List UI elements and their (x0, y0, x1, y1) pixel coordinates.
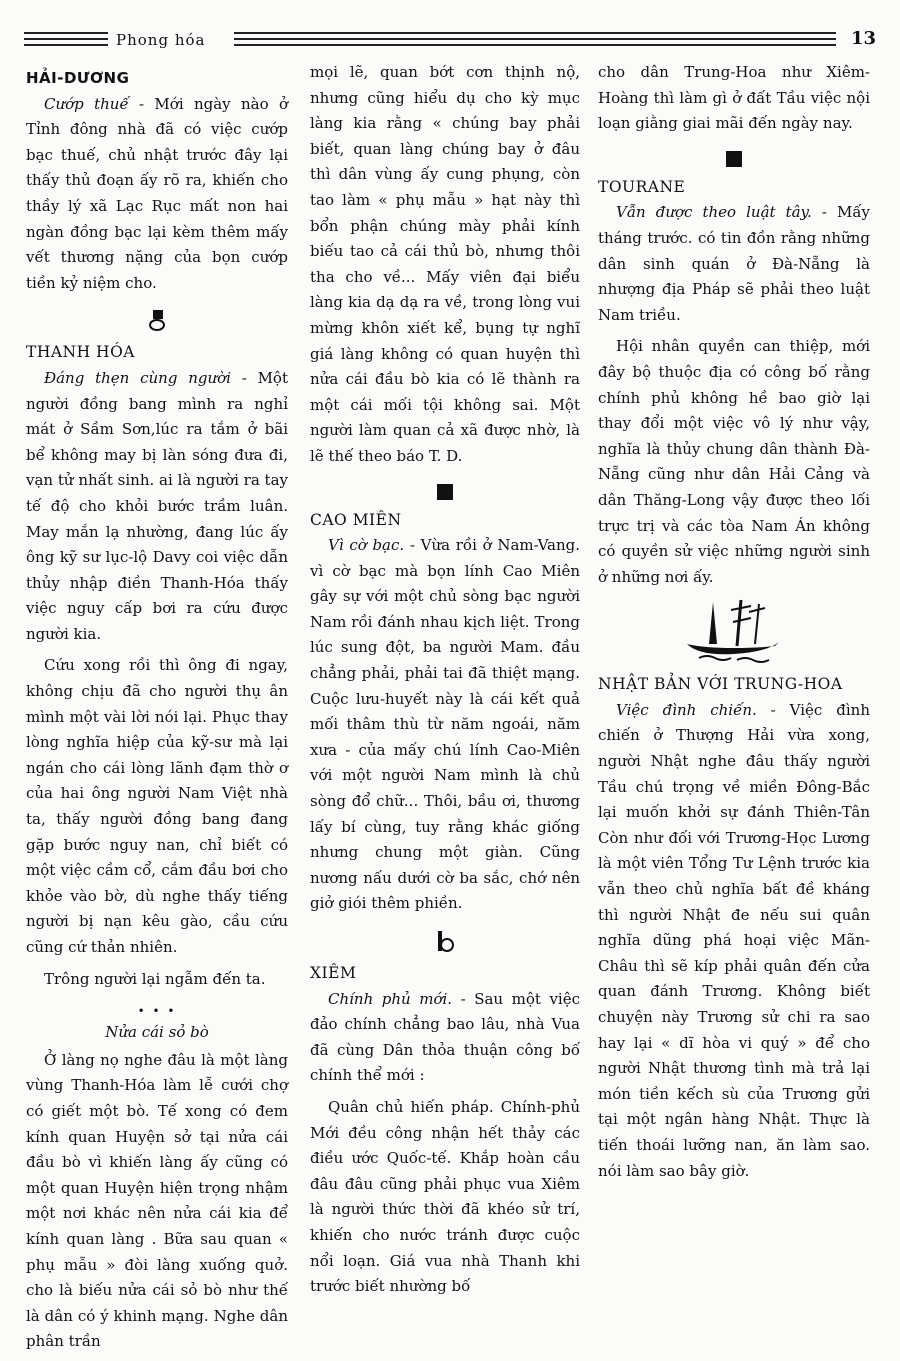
article-continuation: cho dân Trung-Hoa như Xiêm-Hoàng thì làm gì ở đất Tầu việc nội loạn giằng giai mãi đến ngày nay. (598, 63, 870, 133)
column-2 (310, 60, 580, 1306)
article-kicker: Chính phủ mới. (328, 989, 453, 1008)
section-title-cao-mien: CAO MIÊN (310, 510, 402, 529)
article-text: - Mới ngày nào ở Tỉnh đông nhà đã có việc cướp bạc thuế, chủ nhật trước đây lại thấy thủ đoạn ấy rõ ra, khiến cho thầy lý xã Lạc Rục mất non hai ngàn đồng bạc lại kèm thêm mấy vết thương nặng của bọn cướp tiền kỷ niệm cho. (26, 94, 288, 292)
publication-title: Phong hóa (116, 31, 206, 49)
section-title-thanh-hoa: THANH HÓA (26, 343, 135, 362)
column-3 (598, 60, 870, 1190)
subsection-title-nua-cai-so-bo: Nửa cái sỏ bò (105, 1023, 209, 1042)
section-ornament (598, 151, 870, 167)
section-title-tourane: TOURANE (598, 177, 686, 196)
section-title-nhat-ban-voi-trung-hoa: NHẬT BẢN VỚI TRUNG-HOA (598, 675, 843, 694)
article-text: - Sau một việc đảo chính chẳng bao lâu, nhà Vua đã cùng Dân thỏa thuận công bố chính thể mới : (310, 989, 580, 1085)
article-kicker: Đáng thẹn cùng người (44, 368, 231, 387)
section-ornament (26, 310, 288, 332)
article-hai-duong (26, 92, 288, 297)
article-kicker: Vì cờ bạc. (328, 536, 405, 555)
article-nua-cai-so-bo: Ở làng nọ nghe đâu là một làng vùng Thanh-Hóa làm lễ cưới chợ có giết một bò. Tế xong có đem kính quan Huyện sở tại nửa cái đầu bò vì khiến làng ấy cũng có một quan Huyện hiện trọng nhậm một nơi khác nên nửa cái kia để kính quan làng . Bữa sau quan « phụ mẫu » đòi làng xuống quở. cho là biếu nửa cái sỏ bò như thế là dân có ý khinh mạng. Nghe dân phân trần (26, 1050, 288, 1351)
header-rule-right (234, 32, 836, 48)
junk-boat-icon (679, 596, 789, 666)
article-continuation: mọi lẽ, quan bớt cơn thịnh nộ, nhưng cũng hiểu dụ cho kỳ mục làng kia rằng « chúng bay phải biết, quan làng chúng bay ở đâu thì dân vùng ấy cung phụng, còn tao làm « phụ mẫu » hạt này thì bổn phận chúng mày phải kính biếu tao cả cái thủ bò, nhưng thôi tha cho về... Mấy viên đại biểu làng kia dạ dạ ra về, trong lòng vui mừng khôn xiết kể, bụng tự nghĩ giá làng không có quan huyện thì nửa cái đầu bò kia có lẽ thành ra một cái mối tội không sai. Một người làm quan cả xã được nhờ, là lẽ thế theo báo T. D. (310, 63, 580, 465)
article-thanh-hoa-p3: Trông người lại ngẫm đến ta. (44, 969, 266, 988)
article-xiem-p2: Quân chủ hiến pháp. Chính-phủ Mới đều công nhận hết thảy các điều ước Quốc-tế. Khắp hoàn cầu đâu đâu cũng phải phục vua Xiêm là người thức thời đã khéo sử trí, khiến cho nước tránh được cuộc nổi loạn. Giá vua nhà Thanh khi trước biết nhường bố (310, 1097, 580, 1296)
article-kicker: Việc đình chiến. (616, 700, 757, 719)
cup-ornament-icon (436, 931, 454, 953)
junk-boat-illustration (598, 596, 870, 666)
article-cao-mien (310, 533, 580, 917)
article-kicker: Vẫn được theo luật tây. (616, 203, 812, 222)
cup-ornament-icon (148, 310, 166, 332)
article-text: - Việc đình chiến ở Thượng Hải vừa xong, người Nhật nghe đâu thấy người Tầu chú trọng về miền Đông-Bắc lại muốn khởi sự đánh Thiên-Tân Còn như đối với Trương-Học Lương là một viên Tổng Tư Lệnh trước kia vẫn theo chủ nghĩa bất đề kháng thì người Nhật đe nếu sui quân nghĩa dũng phá hoại việc Mãn-Châu thì sẽ kíp phải quân đến cửa quan đánh Trương. Không biết chuyện này Trương sử chi ra sao hay lại « dĩ hòa vi quý » để cho người Nhật thương tình mà trả lại món tiền kếch sù của Trương gửi tại một ngân hàng Nhật. Thực là tiến thoái lưỡng nan, ăn làm sao. nói làm sao bây giờ. (598, 700, 870, 1180)
article-text: - Vừa rồi ở Nam-Vang. vì cờ bạc mà bọn lính Cao Miên gây sự với một chủ sòng bạc người Nam rồi đánh nhau kịch liệt. Trong lúc sung đột, ba người Mam. đầu chẳng phải, phải tai đã thiệt mạng. Cuộc lưu-huyết này là cái kết quả mối thâm thù từ năm ngoái, năm xưa - của mấy chú lính Cao-Miên với một người Nam mình là chủ sòng đổ chữ... Thôi, bầu ơi, thương lấy bí cùng, tuy rằng khác giống nhưng chung một giàn. Cũng nương nấu dưới cờ ba sắc, chớ nên giở giói thêm phiền. (310, 536, 581, 913)
page-number: 13 (850, 28, 876, 49)
section-ornament (310, 484, 580, 500)
article-kicker: Cướp thuế (44, 94, 129, 113)
page-header (24, 24, 876, 54)
section-title-hai-duong: HẢI-DƯƠNG (26, 69, 130, 87)
column-1 (26, 60, 288, 1361)
article-text: - Một người đồng bang mình ra nghỉ mát ở Sầm Sơn,lúc ra tắm ở bãi bể không may bị làn sóng đưa đi, vạn tử nhất sinh. ai là người ra tay tế độ cho khỏi bước trầm luân. May mắn lạ nhường, đang lúc ấy ông kỹ sư lục-lộ Davy coi việc dẫn thủy nhập điền Thanh-Hóa thấy việc nguy cấp bơi ra cứu được người kia. (26, 368, 288, 643)
article-tourane-p2: Hội nhân quyền can thiệp, mới đây bộ thuộc địa có công bố rằng chính phủ không hề bao giờ lại thay đổi một việc vô lý như vậy, nghĩa là thủy chung dân thành Đà-Nẵng cũng như dân Hải Cảng và dân Thăng-Long vậy được theo lối trực trị và các tòa Nam Án không có quyền sử việc những người sinh ở những nơi ấy. (598, 337, 870, 586)
article-thanh-hoa-p1 (26, 366, 288, 648)
header-rule-left (24, 32, 108, 48)
square-ornament-icon (726, 151, 742, 167)
stars-separator: • • • (137, 1004, 177, 1019)
article-tourane-p1 (598, 200, 870, 328)
article-xiem-p1 (310, 987, 580, 1089)
square-ornament-icon (437, 484, 453, 500)
section-ornament (310, 931, 580, 953)
section-title-xiem: XIÊM (310, 964, 357, 982)
article-thanh-hoa-p2: Cứu xong rồi thì ông đi ngay, không chịu đã cho người thụ ân mình một vài lời nói lại. Phục thay lòng nghĩa hiệp của kỹ-sư mà lại ngán cho cái lòng lãnh đạm thờ ơ của hai ông người Nam Việt nhà ta, thấy người đồng bang đang gặp bước nguy nan, chỉ biết có một việc cầm cổ, cắm đầu bơi cho khỏe vào bờ, dù nghe thấy tiếng người bị nạn kêu gào, cầu cứu cũng cứ thản nhiên. (26, 656, 288, 956)
article-nhat-ban-voi-trung-hoa (598, 698, 870, 1184)
article-text: - Mấy tháng trước. có tin đồn rằng những dân sinh quán ở Đà-Nẵng là nhượng địa Pháp sẽ phải theo luật Nam triều. (598, 203, 870, 324)
